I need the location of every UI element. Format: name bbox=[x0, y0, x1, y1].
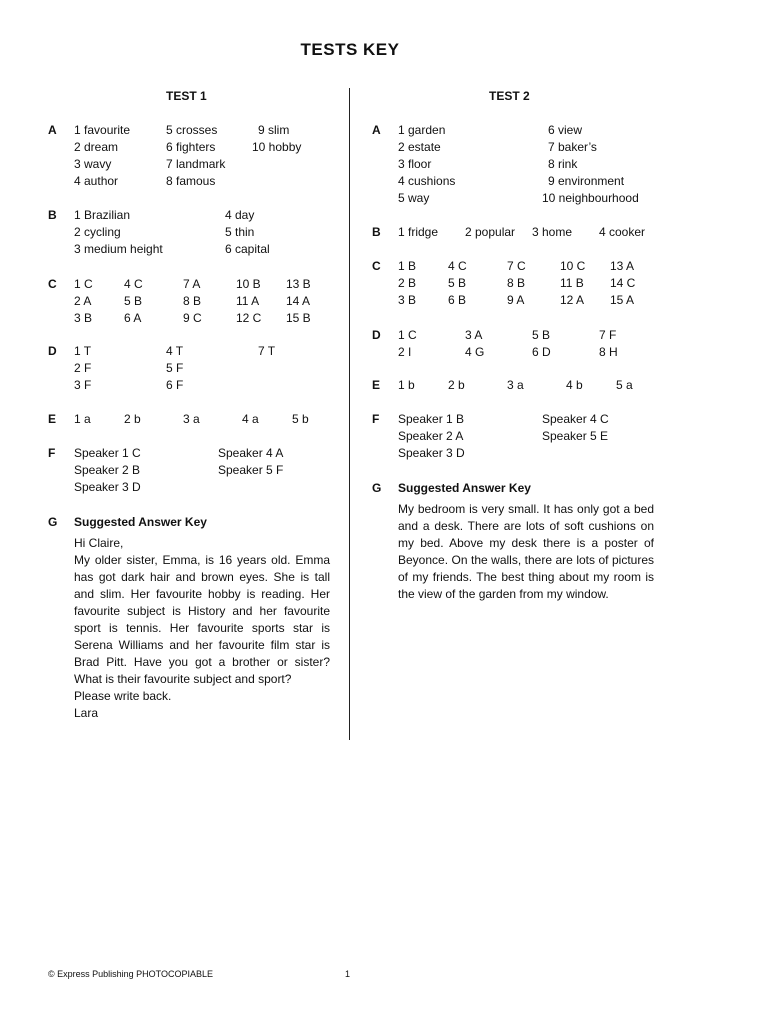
test1-c-answer: 9 C bbox=[183, 311, 202, 325]
test1-c-answer: 1 C bbox=[74, 277, 93, 291]
test1-e-answer: 2 b bbox=[124, 412, 141, 426]
letter-closing: Please write back. bbox=[74, 689, 172, 703]
test1-e-answer: 3 a bbox=[183, 412, 200, 426]
test1-heading: TEST 1 bbox=[166, 89, 207, 103]
test1-d-answer: 5 F bbox=[166, 361, 184, 375]
test1-b-answer: 1 Brazilian bbox=[74, 208, 131, 222]
test2-a-answer: 1 garden bbox=[398, 123, 446, 137]
test1-f-answer: Speaker 5 F bbox=[218, 463, 284, 477]
test2-d-answer: 1 C bbox=[398, 328, 417, 342]
test2-a-answer: 8 rink bbox=[548, 157, 578, 171]
test1-f-answer: Speaker 3 D bbox=[74, 480, 141, 494]
test1-b-answer: 6 capital bbox=[225, 242, 270, 256]
test2-a-answer: 5 way bbox=[398, 191, 430, 205]
test2-c-answer: 8 B bbox=[507, 276, 526, 290]
test2-e-answer: 3 a bbox=[507, 378, 524, 392]
test1-d-answer: 7 T bbox=[258, 344, 276, 358]
test2-e-answer: 4 b bbox=[566, 378, 583, 392]
test2-c-answer: 15 A bbox=[610, 293, 635, 307]
test1-a-answer: 9 slim bbox=[258, 123, 290, 137]
test1-a-answer: 1 favourite bbox=[74, 123, 131, 137]
test2-f-answer: Speaker 2 A bbox=[398, 429, 464, 443]
test2-g-heading: Suggested Answer Key bbox=[398, 481, 531, 495]
letter-body: My older sister, Emma, is 16 years old. Emma has got dark hair and brown eyes. She is tall and slim. Her favourite hobby is reading. Her favourite subject is History and her favourite sport is tennis. Her favourite sports star is Serena Williams and her favourite film star is Brad Pitt. Have you got a brother or sister? What is their favourite subject and sport? bbox=[74, 553, 330, 686]
test2-e-answer: 2 b bbox=[448, 378, 465, 392]
test2-a-answer: 7 baker’s bbox=[548, 140, 597, 154]
test2-g-label: G bbox=[372, 481, 382, 495]
test1-g-heading: Suggested Answer Key bbox=[74, 515, 207, 529]
test2-f-answer: Speaker 1 B bbox=[398, 412, 465, 426]
test2-a-answer: 6 view bbox=[548, 123, 583, 137]
test2-c-answer: 3 B bbox=[398, 293, 417, 307]
test2-b-label: B bbox=[372, 225, 381, 239]
test2-d-answer: 2 I bbox=[398, 345, 412, 359]
test2-c-label: C bbox=[372, 259, 381, 273]
test2-c-answer: 7 C bbox=[507, 259, 526, 273]
test1-f-answer: Speaker 2 B bbox=[74, 463, 141, 477]
test2-c-answer: 14 C bbox=[610, 276, 636, 290]
letter-signature: Lara bbox=[74, 706, 99, 720]
test2-heading: TEST 2 bbox=[489, 89, 530, 103]
test2-a-answer: 10 neighbourhood bbox=[542, 191, 639, 205]
test2-d-label: D bbox=[372, 328, 381, 342]
test1-c-answer: 2 A bbox=[74, 294, 92, 308]
test1-c-answer: 7 A bbox=[183, 277, 201, 291]
test1-c-answer: 10 B bbox=[236, 277, 261, 291]
test2-d-answer: 6 D bbox=[532, 345, 551, 359]
test1-a-answer: 6 fighters bbox=[166, 140, 216, 154]
test2-e-answer: 5 a bbox=[616, 378, 633, 392]
test2-a-answer: 4 cushions bbox=[398, 174, 456, 188]
test2-g-text: My bedroom is very small. It has only got a bed and a desk. There are lots of soft cushions on my bed. Above my desk there is a poster of Beyonce. On the walls, there are lots of pictures of my friends. The best thing about my room is the view of the garden from my window. bbox=[398, 502, 654, 601]
test1-a-answer: 4 author bbox=[74, 174, 119, 188]
test2-b-answer: 2 popular bbox=[465, 225, 516, 239]
test1-g-label: G bbox=[48, 515, 58, 529]
test1-c-answer: 15 B bbox=[286, 311, 311, 325]
test1-a-answer: 3 wavy bbox=[74, 157, 112, 171]
test1-f-label: F bbox=[48, 446, 56, 460]
test2-c-answer: 9 A bbox=[507, 293, 525, 307]
test2-c-answer: 5 B bbox=[448, 276, 467, 290]
test1-b-answer: 2 cycling bbox=[74, 225, 121, 239]
test1-d-answer: 1 T bbox=[74, 344, 92, 358]
test1-a-label: A bbox=[48, 123, 57, 137]
test2-f-answer: Speaker 4 C bbox=[542, 412, 609, 426]
footer-copyright: © Express Publishing PHOTOCOPIABLE bbox=[48, 969, 214, 979]
letter-greeting: Hi Claire, bbox=[74, 536, 124, 550]
test1-a-answer: 8 famous bbox=[166, 174, 216, 188]
test1-f-answer: Speaker 4 A bbox=[218, 446, 284, 460]
test2-a-answer: 2 estate bbox=[398, 140, 441, 154]
test1-d-label: D bbox=[48, 344, 57, 358]
test1-b-label: B bbox=[48, 208, 57, 222]
test1-d-answer: 2 F bbox=[74, 361, 92, 375]
test2-b-answer: 3 home bbox=[532, 225, 573, 239]
test2-c-answer: 4 C bbox=[448, 259, 467, 273]
test2-a-label: A bbox=[372, 123, 381, 137]
test2-d-answer: 3 A bbox=[465, 328, 483, 342]
test1-c-answer: 5 B bbox=[124, 294, 143, 308]
test1-a-answer: 7 landmark bbox=[166, 157, 226, 171]
test1-e-answer: 5 b bbox=[292, 412, 309, 426]
test2-c-answer: 12 A bbox=[560, 293, 585, 307]
test1-b-answer: 5 thin bbox=[225, 225, 255, 239]
test1-d-answer: 3 F bbox=[74, 378, 92, 392]
footer-page-number: 1 bbox=[345, 969, 351, 979]
test2-c-answer: 11 B bbox=[560, 276, 584, 290]
test1-c-answer: 4 C bbox=[124, 277, 143, 291]
test2-d-answer: 4 G bbox=[465, 345, 485, 359]
test1-e-answer: 4 a bbox=[242, 412, 259, 426]
test1-e-label: E bbox=[48, 412, 57, 426]
test2-c-answer: 10 C bbox=[560, 259, 586, 273]
test2-d-answer: 8 H bbox=[599, 345, 618, 359]
test1-a-answer: 5 crosses bbox=[166, 123, 218, 137]
test1-d-answer: 4 T bbox=[166, 344, 184, 358]
test2-a-answer: 9 environment bbox=[548, 174, 625, 188]
test1-g-letter bbox=[74, 535, 330, 722]
test1-c-answer: 13 B bbox=[286, 277, 311, 291]
page-title: TESTS KEY bbox=[300, 40, 400, 59]
test1-b-answer: 3 medium height bbox=[74, 242, 163, 256]
test1-a-answer: 2 dream bbox=[74, 140, 119, 154]
test1-c-answer: 11 A bbox=[236, 294, 260, 308]
test1-f-answer: Speaker 1 C bbox=[74, 446, 141, 460]
test1-c-answer: 6 A bbox=[124, 311, 142, 325]
test2-f-label: F bbox=[372, 412, 380, 426]
test2-a-answer: 3 floor bbox=[398, 157, 432, 171]
test2-e-answer: 1 b bbox=[398, 378, 415, 392]
test1-d-answer: 6 F bbox=[166, 378, 184, 392]
test1-c-answer: 8 B bbox=[183, 294, 202, 308]
test1-c-answer: 3 B bbox=[74, 311, 93, 325]
test2-d-answer: 7 F bbox=[599, 328, 617, 342]
test2-f-answer: Speaker 5 E bbox=[542, 429, 609, 443]
test2-e-label: E bbox=[372, 378, 381, 392]
test2-c-answer: 2 B bbox=[398, 276, 417, 290]
test2-c-answer: 1 B bbox=[398, 259, 417, 273]
test2-b-answer: 4 cooker bbox=[599, 225, 646, 239]
test2-c-answer: 6 B bbox=[448, 293, 467, 307]
test2-c-answer: 13 A bbox=[610, 259, 635, 273]
test2-b-answer: 1 fridge bbox=[398, 225, 439, 239]
test1-c-answer: 14 A bbox=[286, 294, 311, 308]
test2-d-answer: 5 B bbox=[532, 328, 551, 342]
test1-c-label: C bbox=[48, 277, 57, 291]
test1-c-answer: 12 C bbox=[236, 311, 262, 325]
test1-a-answer: 10 hobby bbox=[252, 140, 302, 154]
test1-b-answer: 4 day bbox=[225, 208, 255, 222]
test2-f-answer: Speaker 3 D bbox=[398, 446, 465, 460]
column-divider bbox=[349, 88, 350, 740]
test1-e-answer: 1 a bbox=[74, 412, 91, 426]
